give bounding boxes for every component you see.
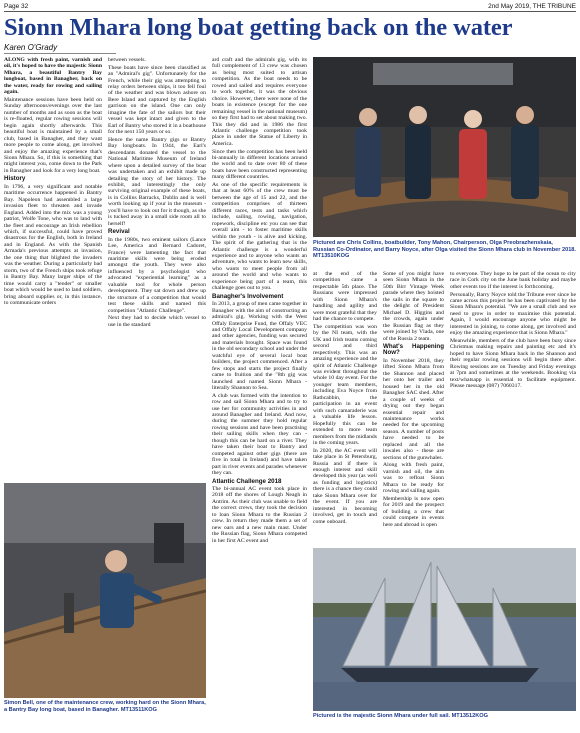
paragraph: Membership is now open for 2019 and the prospect of building a crew that could compete in events here and abroad is open xyxy=(383,495,444,528)
photo-under-sail xyxy=(313,548,576,711)
paragraph: Maintenance sessions have been held on Sunday afternoons/evenings over the last number of months and as soon as the boat is re-floated, regular rowing sessions will begin again shortly afterwards. This beautiful boat is maintained by a small club, based in Banagher, and they want more people to come along, get involved and enjoy the amazing experience that's Sionn Mhara. So, if this is something that might interest you, come down to the Park in Banagher and look for a very long boat. xyxy=(4,96,102,174)
paragraph: The bi-annual AC event took place in 2018 off the shores of Lough Neagh in Antrim. As their club was unable to field the correct crews, they took the decision to loan Sionn Mhara to the Russian 2 crew. In return they made them a set of new oars and a new main mast. Under the Russian flag, Sionn Mhara competed in her first AC event and xyxy=(212,486,307,544)
article-column-1 xyxy=(4,57,102,477)
paragraph: Along with fresh paint, varnish and oil, the aim was to refloat Sionn Mhara to be ready for rowing and sailing again. xyxy=(383,462,444,495)
paragraph: As one of the specific requirements is that at least 60% of the crew must be between the age of 15 and 22, and the competition comprises of thirteen different races, tests and tasks which include, sailing, rowing, navigation, ropework, discipline etc you can see that overall aim - to foster maritime skills within the youth - is alive and kicking. The spirit of the gathering that is the Atlantic challenge is a wonderful experience and to anyone who wants an adventure, who wants to learn new skills, who wants to meet people from all around the world and who wants to experience being part of a team, this challenge goes out to you. xyxy=(212,181,307,292)
article-column-5 xyxy=(383,271,444,541)
paragraph: The competition was won by the NI team, with the UK and Irish teams coming second and third respectively. This was an amazing experience and the spirit of Atlantic Challenge was evident throughout the whole 10 day event. For the younger team members, including Eva Noyce from Rathcabbin, the participation in an event with such camaraderie was a valuable life lesson. Hopefully this can be extended to more team members from the midlands in the coming years. xyxy=(313,323,377,446)
paragraph: to everyone. They hope to be part of the ocean to city race in Cork city on the June bank holiday and maybe other events too if the interest is forthcoming. xyxy=(450,271,576,290)
paragraph: between vessels. xyxy=(108,57,146,63)
paragraph: ard craft and the admirals gig, with its full complement of 13 crew was chosen as being most suited to artisan competition. As the boat needs to be rowed and sailed and requires everyone to work together, it was the obvious choice. However, there were none of the boats in existence (except for the one remaining vessel in the national museum) so they first had to set about making two. This they did and in 1986 the first Atlantic challenge competition took place in under the Statue of Liberty in America. xyxy=(212,57,307,147)
article-column-4 xyxy=(313,271,377,541)
subhead-happening: What's Happening Now? xyxy=(383,342,444,357)
caption-maintenance-photo: Simon Bell, one of the maintenance crew, working hard on the Sionn Mhara, a Bantry Bay long boat, based in Banagher. MT13511KOG xyxy=(4,700,206,713)
paragraph: In 2013, a group of men came together in Banagher with the aim of constructing an admiral's gig. Working with the West Offaly Enterprise Fund, the Offaly VEC and Offaly Local Development company and other agencies, funding was secured and materials brought. Space was found in the old secondary school and under the watchful eye of several local boat builders, the project commenced. After a few stops and starts the project finally came to fruition and the "8th gig was launched and named Sionn Mhara - literally Shannon to Sea. xyxy=(212,301,307,392)
caption-group-photo: Pictured are Chris Collins, boatbuilder, Tony Mahon, Chairperson, Olga Preobrazhenskaia, Russian Co-Ordinator, and Barry Noyce, after Olga visited the Sionn Mhara club in November 2018. MT13510KOG xyxy=(313,240,576,259)
photo-under-sail-image xyxy=(313,548,576,711)
issue-date: 2nd May 2019, THE TRIBUNE xyxy=(488,3,576,10)
paragraph: In November 2018, they lifted Sionn Mhara from the Shannon and placed her onto her trailer and housed her in the old Banagher SAC shed. After a couple of weeks of drying out they began essential repair and maintenance works needed for the upcoming season. A number of posts have needed to be replaced and all the inwales also - these are sections of the gunwhales. xyxy=(383,357,444,461)
paragraph: A club was formed with the intention to row and sail Sionn Mhara and to try to use her for community activities in and around Banagher and Ireland. And now, during the summer they hold regular rowing sessions and have been practising their sailing skills when they can - though this can be hard on a river. They have taken their boat to Bantry and competed against other gigs (there are five in total in Ireland) and have taken part in river events and parades whenever they can. xyxy=(212,392,307,477)
subhead-history: History xyxy=(4,175,26,183)
photo-group-boat-shed-image xyxy=(313,57,576,237)
paragraph: In the 1980s, two eminent sailors (Lance Lee, America and Bernard Cadoret, France) were lamenting the fact that maritime skills were being eroded amongst the youth. They were also influenced by a psychologist who advocated "experiential learning" as a valuable tool for whole person development. They sat down and drew up the structure of a competition that would test these skills and named this competition "Atlantic Challenge". xyxy=(108,236,206,314)
paragraph: Since then the competition has been held bi-annually in different locations around the world and to date over 80 of these boats have been constructed representing many different countries. xyxy=(212,148,307,181)
article-column-2 xyxy=(108,57,206,477)
lead-paragraph: ALONG with fresh paint, varnish and oil, it's hoped to have the majestic Sionn Mhara, a beautiful Bantry Bay longboat, based in Banagher, back on the water, ready for rowing and sailing again. xyxy=(4,57,102,96)
paragraph: at the end of the competition came a respectable 5th place. The Russians were impressed with Sionn Mhara's handling and agility and were most grateful that they had the chance to compete. xyxy=(313,271,377,323)
paragraph: Personally, Barry Noyce told the Tribune ever since he came across this project he has been captivated by the Sionn Mhara's potential. "We are a small club and we need to grow in order to maximise this potential. Again, I would encourage anyone who might be interested in joining, to come along, get involved and enjoy the amazing experience that is Sionn Mhara." xyxy=(450,291,576,337)
page-number: Page 32 xyxy=(4,3,29,10)
paragraph: In 1796, a very significant and notable maritime occurrence happened in Bantry Bay. Napoleon had assembled a large invasion fleet to threaten and invade England. Added into the mix was a young patriot, Wolfe Tone, who was to land with the fleet and encourage an Irish rebellion which, if successful, could have proved disastrous for the English, both in Ireland and in England. As with the Spanish Armada's previous attempts at invasion, the one thing that blighted the invaders was the weather. During a particularly bad storm, two of the French ships took refuge in Bantry Bay. Many larger ships of the time would carry a "tender" or smaller boat which would be used to land soldiers, bring aboard supplies or, in this instance, to communicate orders xyxy=(4,183,102,306)
photo-group-boat-shed xyxy=(313,57,576,237)
paragraph: Hence the name Bantry gigs or Bantry Bay longboats. In 1944, the Earl's descendants donated the vessel to the National Maritime Museum of Ireland where upon a detailed survey of the boat was undertaken and an exhibit made up detailing the story of her history. The exhibit, and interestingly the only surviving original example of these boats, is in Collins Barracks, Dublin and is well worth looking up if your in the museum - you'll have to look out for it though, as she is tucked away in a small side room all to herself! xyxy=(108,136,206,227)
subhead-banagher: Banagher's Involvement xyxy=(212,292,284,300)
paragraph: These boats have since been classified as an "Admiral's gig". Unfortunately for the French, while their gig was attempting to relay orders between ships, it too fell foul of the weather and was blown ashore on Bere Island and captured by the English garrison on the island. One can only imagine the fate of the sailors but their vessel was kept intact and given to the Earl of Bantry who stored it in a boathouse for the next 150 years or so. xyxy=(108,64,206,136)
byline: Karen O'Grady xyxy=(4,43,116,54)
page-folio xyxy=(4,2,576,12)
subhead-challenge: Atlantic Challenge 2018 xyxy=(212,477,282,485)
caption-under-sail-photo: Pictured is the majestic Sionn Mhara under full sail. MT13512KOG xyxy=(313,713,489,719)
subhead-revival: Revival xyxy=(108,228,130,236)
article-headline: Sionn Mhara long boat getting back on the water xyxy=(4,14,513,41)
photo-maintenance xyxy=(4,483,206,698)
photo-maintenance-image xyxy=(4,483,206,698)
paragraph: Some of you might have seen Sionn Mhara in the 50th Birr Vintage Week parade where they hoisted the sails in the square to the delight of President Michael D. Higgins and the crowds, again under the Russian flag as they were joined by Vlada, one of the Russia 2 team. xyxy=(383,271,444,342)
paragraph: In 2020, the AC event will take place in St Petersburg, Russia and if there is enough interest and skill developed this year (as well as funding and logistics) there is a chance they could take Sionn Mhara over for the event. If you are interested in becoming involved, get in touch and come onboard. xyxy=(313,447,377,525)
article-column-3 xyxy=(212,57,307,719)
paragraph: Next they had to decide which vessel to use in the standard xyxy=(108,315,206,328)
article-column-6 xyxy=(450,271,576,541)
paragraph: Meanwhile, members of the club have been busy since Christmas making repairs and painting etc and it's hoped to have Sionn Mhara back in the Shannon and their regular rowing sessions will begin there after. Rowing sessions are on Tuesday and Friday evenings at 7pm and sometimes at the weekends. Booking via text/whatsapp is essential to facilitate equipment. Please message (087) 7060317. xyxy=(450,337,576,390)
